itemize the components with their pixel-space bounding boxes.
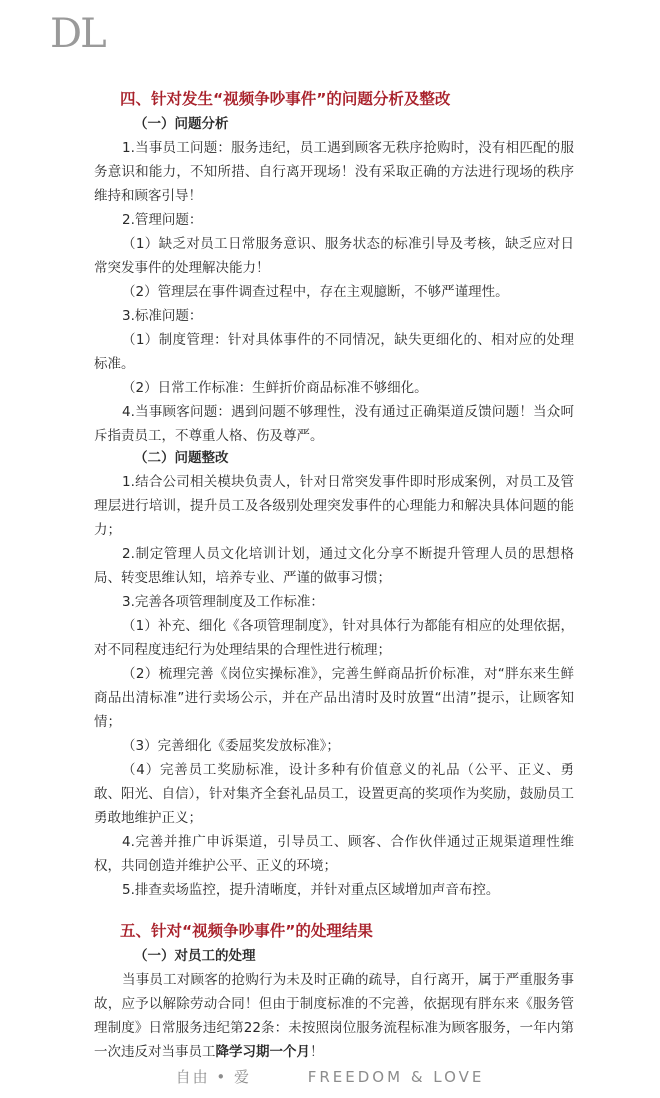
paragraph: （1）缺乏对员工日常服务意识、服务状态的标准引导及考核，缺乏应对日常突发事件的处理解决能力！ <box>94 236 574 276</box>
paragraph: 2.制定管理人员文化培训计划，通过文化分享不断提升管理人员的思想格局、转变思维认知，培养专业、严谨的做事习惯； <box>94 546 574 586</box>
paragraph: 1.结合公司相关模块负责人，针对日常突发事件即时形成案例，对员工及管理层进行培训，提升员工及各级别处理突发事件的心理能力和解决具体问题的能力； <box>94 474 574 538</box>
paragraph: （2）日常工作标准：生鲜折价商品标准不够细化。 <box>122 380 428 396</box>
footer-slogan <box>0 1066 660 1087</box>
document-body <box>94 88 574 1064</box>
paragraph: 1.当事员工问题：服务违纪，员工遇到顾客无秩序抢购时，没有相匹配的服务意识和能力，不知所措、自行离开现场！没有采取正确的方法进行现场的秩序维持和顾客引导！ <box>94 140 574 204</box>
section-4-title: 四、针对发生“视频争吵事件”的问题分析及整改 <box>120 90 451 108</box>
section-5-sub-1: （一）对员工的处理 <box>134 948 256 964</box>
section-5-title: 五、针对“视频争吵事件”的处理结果 <box>120 922 373 940</box>
brand-logo: DL <box>50 11 105 57</box>
paragraph: 5.排查卖场监控，提升清晰度，并针对重点区域增加声音布控。 <box>122 882 500 898</box>
paragraph: 3.标准问题： <box>122 308 203 324</box>
paragraph: 3.完善各项管理制度及工作标准： <box>122 594 324 610</box>
section-4-sub-1: （一）问题分析 <box>134 116 229 132</box>
footer-en: FREEDOM & LOVE <box>307 1068 485 1086</box>
paragraph: （1）制度管理：针对具体事件的不同情况，缺失更细化的、相对应的处理标准。 <box>94 332 574 372</box>
paragraph: 2.管理问题： <box>122 212 203 228</box>
paragraph-text: 当事员工对顾客的抢购行为未及时正确的疏导，自行离开，属于严重服务事故，应予以解除劳动合同！但由于制度标准的不完善，依据现有胖东来《服务管理制度》日常服务违纪第22条：未按照岗位服务流程标准为顾客服务，一年内第一次违反对当事员工 <box>94 972 574 1060</box>
paragraph: （2）梳理完善《岗位实操标准》，完善生鲜商品折价标准，对“胖东来生鲜商品出清标准”进行卖场公示，并在产品出清时及时放置“出清”提示，让顾客知情； <box>94 666 574 730</box>
paragraph: （4）完善员工奖励标准，设计多种有价值意义的礼品（公平、正义、勇敢、阳光、自信），针对集齐全套礼品员工，设置更高的奖项作为奖励，鼓励员工勇敢地维护正义； <box>94 762 574 826</box>
paragraph: （2）管理层在事件调查过程中，存在主观臆断，不够严谨理性。 <box>122 284 509 300</box>
footer-cn: 自由 • 爱 <box>175 1068 251 1086</box>
paragraph: （1）补充、细化《各项管理制度》，针对具体行为都能有相应的处理依据，对不同程度违纪行为处理结果的合理性进行梳理； <box>94 618 574 658</box>
paragraph <box>94 968 574 1064</box>
paragraph-emphasis: 降学习期一个月 <box>215 1044 310 1060</box>
paragraph: （3）完善细化《委屈奖发放标准》； <box>122 738 340 754</box>
paragraph: 4.完善并推广申诉渠道，引导员工、顾客、合作伙伴通过正规渠道理性维权，共同创造并维护公平、正义的环境； <box>94 834 574 874</box>
paragraph: 4.当事顾客问题：遇到问题不够理性，没有通过正确渠道反馈问题！当众呵斥指责员工，不尊重人格、伤及尊严。 <box>94 404 574 444</box>
section-4-sub-2: （二）问题整改 <box>134 450 229 466</box>
paragraph-end: ！ <box>310 1044 324 1060</box>
